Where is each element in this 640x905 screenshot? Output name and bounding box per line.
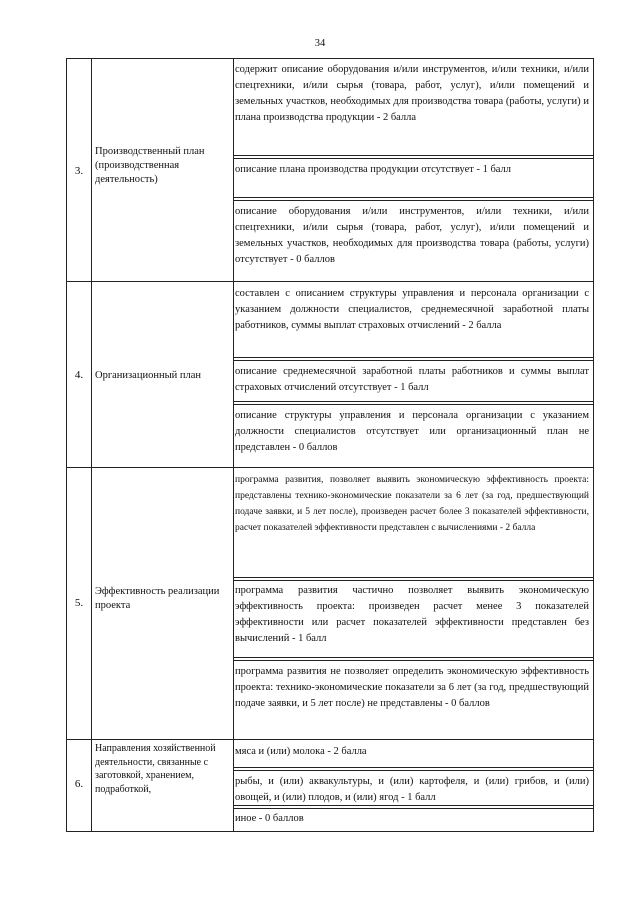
criterion: программа развития, позволяет выявить экономическую эффективность проекта: представлены технико-экономические показатели за 6 лет (за год, предшествующий подаче заявки, и 5 лет после), произведен расчет более 3 показателей эффективности, расчет показателей эффективности представлен с вычислениями - 2 балла: [235, 475, 589, 533]
row-number: 4.: [74, 369, 84, 381]
cell-separator: [233, 577, 593, 581]
criterion: описание оборудования и/или инструментов, и/или техники, и/или спецтехники, и/или сырья (товара, работ, услуг), и/или помещений и земельных участков, необходимых для производства товара (работы, услуги) отсутствует - 0 баллов: [235, 206, 589, 265]
cell-separator: [233, 197, 593, 201]
cell-separator: [233, 767, 593, 771]
row-divider: [67, 281, 593, 282]
row-title: Направления хозяйственной деятельности, связанные с заготовкой, хранением, подработкой,: [95, 743, 216, 795]
row-title: Производственный план (производственная деятельность): [95, 146, 205, 185]
row-divider: [67, 739, 593, 740]
row-title: Организационный план: [95, 370, 202, 381]
page-number: 34: [314, 38, 326, 49]
row-number: 3.: [74, 165, 84, 177]
cell-separator: [233, 155, 593, 159]
row-title: Эффективность реализации проекта: [95, 586, 220, 611]
cell-separator: [233, 401, 593, 405]
criterion: содержит описание оборудования и/или инструментов, и/или техники, и/или спецтехники, и/или сырья (товара, работ, услуг), и/или помещений и земельных участков, необходимых для производства товара (работы, услуги) и плана производства продукции - 2 балла: [235, 64, 589, 123]
row-divider: [67, 467, 593, 468]
criterion: описание плана производства продукции отсутствует - 1 балл: [235, 164, 512, 175]
criterion: программа развития не позволяет определить экономическую эффективность проекта: технико-экономические показатели за 6 лет (за год, предшествующий подаче заявки, и 5 лет после) не представлены - 0 баллов: [235, 666, 589, 709]
cell-separator: [233, 357, 593, 361]
criterion: мяса и (или) молока - 2 балла: [235, 746, 367, 757]
row-number: 6.: [74, 778, 84, 790]
criterion: программа развития частично позволяет выявить экономическую эффективность проекта: произведен расчет менее 3 показателей эффективности или расчет показателей эффективности представлен без вычислений - 1 балл: [235, 585, 589, 644]
criterion: описание структуры управления и персонала организации с указанием должности специалистов отсутствует или организационный план не представлен - 0 баллов: [235, 410, 589, 453]
criteria-table: [66, 58, 594, 832]
criterion: описание среднемесячной заработной платы работников и суммы выплат страховых отчислений отсутствует - 1 балл: [235, 366, 589, 393]
criterion: иное - 0 баллов: [235, 813, 304, 824]
criterion: рыбы, и (или) аквакультуры, и (или) картофеля, и (или) грибов, и (или) овощей, и (или) плодов, и (или) ягод - 1 балл: [235, 776, 589, 803]
row-number: 5.: [74, 597, 84, 609]
cell-separator: [233, 657, 593, 661]
column-divider: [91, 59, 92, 831]
criterion: составлен с описанием структуры управления и персонала организации с указанием должности специалистов, среднемесячной заработной платы работников, суммы выплат страховых отчислений - 2 балла: [235, 288, 589, 331]
cell-separator: [233, 805, 593, 809]
